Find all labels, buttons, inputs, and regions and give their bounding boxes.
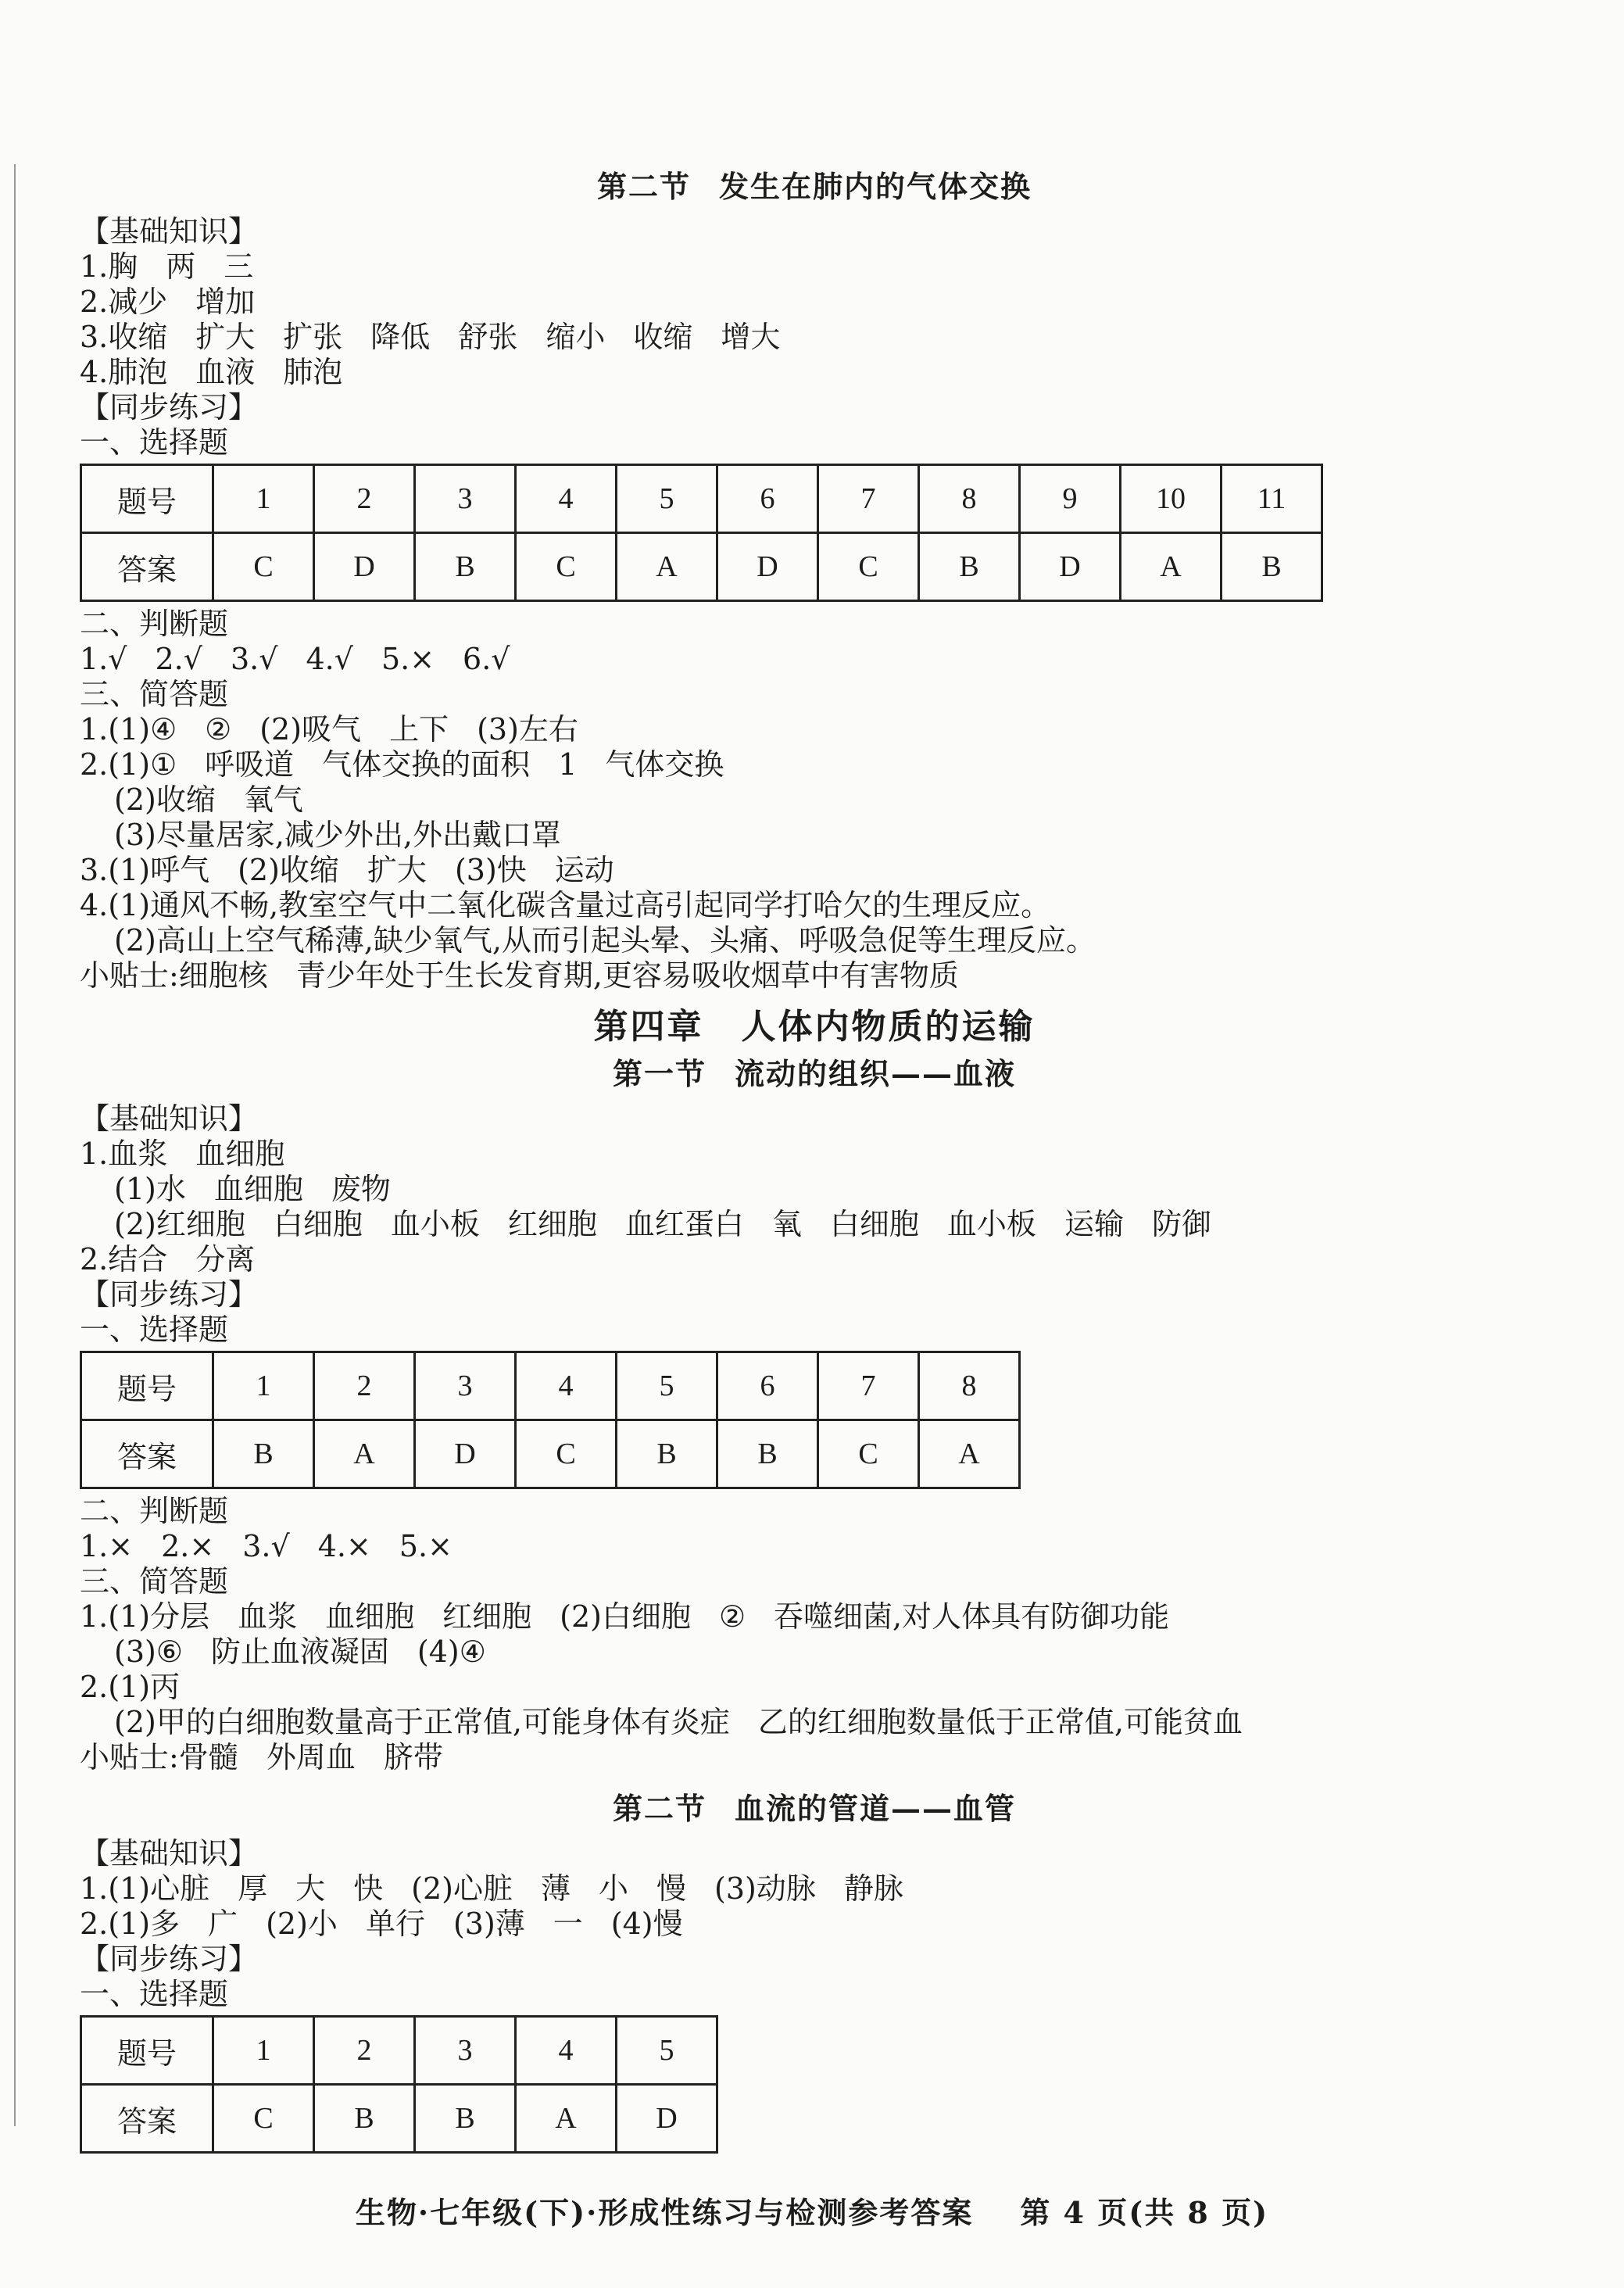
answer-item: 1.胸 [80, 249, 138, 284]
answer-cell: A [516, 2085, 617, 2153]
answer-line [80, 249, 1549, 285]
section-title: 第二节 血流的管道——血管 [612, 1791, 1017, 1826]
answer-item: 氧 [771, 1207, 802, 1241]
answer-item: (3)尽量居家,减少外出,外出戴口罩 [114, 818, 561, 852]
answer-item: (3)快 [454, 853, 527, 887]
footer-title: 生物·七年级(下)·形成性练习与检测参考答案 [355, 2195, 974, 2230]
answer-item: 扩大 [195, 320, 256, 354]
answer-item: 运动 [554, 853, 614, 887]
question-number: 1 [213, 465, 314, 533]
answer-item: 血小板 [946, 1207, 1036, 1241]
answer-cell: B [919, 533, 1020, 601]
answer-item: 降低 [370, 320, 431, 354]
question-number: 8 [919, 465, 1020, 533]
answer-line [80, 1670, 1549, 1705]
answer-item: 收缩 [633, 320, 693, 354]
answer-item: 分离 [195, 1242, 256, 1276]
answer-line [80, 1907, 1549, 1942]
judge-item: 6.√ [463, 642, 510, 676]
practice-label: 【同步练习】 [80, 1277, 259, 1312]
question-number-row [81, 2017, 717, 2085]
question-number: 4 [516, 2017, 617, 2085]
answer-item: 舒张 [458, 320, 518, 354]
answer-cell: C [516, 533, 617, 601]
judge-item: 5.× [399, 1529, 453, 1563]
question-number: 3 [415, 465, 516, 533]
answer-cell: C [516, 1420, 617, 1488]
answer-item: 静脉 [843, 1871, 903, 1906]
row-header: 题号 [81, 465, 213, 533]
answer-item: 2.减少 [80, 285, 168, 319]
row-header: 题号 [81, 1352, 213, 1420]
answer-cell: A [1121, 533, 1222, 601]
answer-line [80, 1635, 1549, 1670]
answer-item: 缩小 [546, 320, 606, 354]
answer-line [80, 1740, 1549, 1775]
question-number: 11 [1222, 465, 1322, 533]
answer-cell: D [717, 533, 818, 601]
question-number: 5 [617, 1352, 717, 1420]
answer-item: 单行 [365, 1907, 425, 1941]
answer-item: 青少年处于生长发育期,更容易吸收烟草中有害物质 [295, 958, 959, 993]
answer-item: (2)红细胞 [114, 1207, 245, 1241]
answer-item: 白细胞 [829, 1207, 919, 1241]
answer-item: (4)④ [417, 1635, 486, 1669]
answer-cell: B [314, 2085, 415, 2153]
answer-item: 血小板 [390, 1207, 480, 1241]
answer-line [80, 888, 1549, 923]
answer-item: 血浆 [238, 1599, 298, 1634]
answer-item: ② [205, 712, 232, 747]
answer-item: ② [718, 1599, 746, 1634]
basic-knowledge-label: 【基础知识】 [80, 1836, 259, 1871]
short-answers [80, 712, 1549, 994]
basic-knowledge [80, 1871, 1549, 1942]
answer-item: 脐带 [383, 1740, 443, 1774]
answer-line [80, 1207, 1549, 1242]
answer-cell: C [818, 533, 919, 601]
answer-line [80, 747, 1549, 782]
judge-item: 4.× [317, 1529, 371, 1563]
answer-cell: B [617, 1420, 717, 1488]
question-number: 7 [818, 1352, 919, 1420]
question-number: 1 [213, 2017, 314, 2085]
basic-knowledge [80, 1137, 1549, 1277]
answer-item: 大 [295, 1871, 326, 1906]
answer-item: 白细胞 [273, 1207, 363, 1241]
judge-item: 3.√ [230, 642, 278, 676]
answer-table [80, 1351, 1021, 1489]
answer-item: (2)甲的白细胞数量高于正常值,可能身体有炎症 [114, 1705, 730, 1739]
row-header: 题号 [81, 2017, 213, 2085]
answer-item: 呼吸道 [205, 747, 295, 782]
page-number: 第 4 页(共 8 页) [1020, 2195, 1269, 2230]
answer-item: 慢 [656, 1871, 687, 1906]
answer-cell: C [213, 533, 314, 601]
section-title: 第一节 流动的组织——血液 [612, 1056, 1017, 1091]
judge-answers [80, 1529, 1549, 1564]
answer-line [80, 712, 1549, 747]
answer-item: 1.(1)分层 [80, 1599, 210, 1634]
question-number: 3 [415, 1352, 516, 1420]
answer-table [80, 2015, 718, 2154]
answer-item: 肺泡 [283, 355, 343, 389]
answer-item: 3.收缩 [80, 320, 168, 354]
answer-cell: C [213, 2085, 314, 2153]
question-number: 4 [516, 1352, 617, 1420]
chapter-title: 第四章 人体内物质的运输 [593, 1007, 1036, 1047]
answer-item: 外周血 [266, 1740, 356, 1774]
section-title: 第二节 发生在肺内的气体交换 [596, 169, 1032, 204]
margin-rule [14, 164, 16, 2126]
answer-item: (2)白细胞 [560, 1599, 691, 1634]
answer-line [80, 818, 1549, 853]
answer-item: (3)左右 [477, 712, 578, 747]
answer-item: 血细胞 [195, 1137, 285, 1171]
judge-item: 1.√ [80, 642, 127, 676]
answer-item: 两 [166, 249, 196, 284]
judge-item: 2.× [161, 1529, 215, 1563]
practice-label: 【同步练习】 [80, 1942, 259, 1976]
judge-item: 5.× [381, 642, 435, 676]
page-footer [0, 2189, 1624, 2232]
answer-item: 3.(1)呼气 [80, 853, 210, 887]
answer-line [80, 355, 1549, 390]
basic-knowledge [80, 249, 1549, 390]
answer-item: 红细胞 [507, 1207, 597, 1241]
choice-label: 一、选择题 [80, 1312, 229, 1347]
answer-item: 小贴士:细胞核 [80, 958, 268, 993]
row-header: 答案 [81, 2085, 213, 2153]
answer-item: 红细胞 [442, 1599, 532, 1634]
answer-item: (2)小 [266, 1907, 338, 1941]
answer-item: 扩张 [283, 320, 343, 354]
question-number: 8 [919, 1352, 1020, 1420]
answer-line [80, 782, 1549, 818]
question-number-row [81, 465, 1322, 533]
question-number: 2 [314, 2017, 415, 2085]
answer-line [80, 1871, 1549, 1907]
judge-label: 二、判断题 [80, 607, 229, 641]
answer-item: 厚 [238, 1871, 268, 1906]
answer-item: (2)收缩 [114, 782, 216, 817]
answer-line [80, 1172, 1549, 1207]
answer-item: 血细胞 [213, 1172, 303, 1206]
question-number: 10 [1121, 465, 1222, 533]
answer-item: 小贴士:骨髓 [80, 1740, 238, 1774]
answer-item: 2.(1)① [80, 747, 177, 782]
judge-label: 二、判断题 [80, 1494, 229, 1528]
answer-item: 防御 [1151, 1207, 1211, 1241]
question-number-row [81, 1352, 1020, 1420]
answer-item: 增大 [721, 320, 781, 354]
answer-line [80, 1137, 1549, 1172]
answer-page [80, 156, 1549, 2158]
judge-answers [80, 642, 1549, 677]
answer-item: 氧气 [243, 782, 303, 817]
question-number: 2 [314, 1352, 415, 1420]
answer-table [80, 464, 1323, 602]
choice-label: 一、选择题 [80, 1977, 229, 2011]
basic-knowledge-label: 【基础知识】 [80, 1101, 259, 1136]
answer-item: (1)水 [114, 1172, 186, 1206]
answer-item: 薄 [540, 1871, 571, 1906]
answer-cell: D [415, 1420, 516, 1488]
answer-cell: A [314, 1420, 415, 1488]
answer-item: 废物 [331, 1172, 391, 1206]
answer-line [80, 1242, 1549, 1277]
answer-item: 防止血液凝固 [210, 1635, 389, 1669]
answer-item: 血细胞 [325, 1599, 415, 1634]
answer-line [80, 853, 1549, 888]
answer-item: 运输 [1064, 1207, 1124, 1241]
answer-item: (2)收缩 [238, 853, 339, 887]
practice-label: 【同步练习】 [80, 390, 259, 424]
answer-row [81, 533, 1322, 601]
answer-item: 2.结合 [80, 1242, 168, 1276]
answer-item: (2)心脏 [411, 1871, 513, 1906]
answer-row [81, 1420, 1020, 1488]
answer-item: (3)⑥ [114, 1635, 183, 1669]
answer-item: 1.(1)心脏 [80, 1871, 210, 1906]
answer-line [80, 958, 1549, 994]
judge-item: 4.√ [306, 642, 353, 676]
answer-cell: D [314, 533, 415, 601]
answer-item: 2.(1)丙 [80, 1670, 181, 1704]
answer-item: 气体交换的面积 [322, 747, 531, 782]
answer-cell: A [617, 533, 717, 601]
answer-item: 乙的红细胞数量低于正常值,可能贫血 [757, 1705, 1243, 1739]
basic-knowledge-label: 【基础知识】 [80, 214, 259, 249]
question-number: 4 [516, 465, 617, 533]
question-number: 2 [314, 465, 415, 533]
answer-line [80, 1599, 1549, 1635]
question-number: 5 [617, 465, 717, 533]
short-answer-label: 三、简答题 [80, 677, 229, 711]
answer-item: 扩大 [367, 853, 427, 887]
answer-row [81, 2085, 717, 2153]
row-header: 答案 [81, 533, 213, 601]
answer-item: 2.(1)多 [80, 1907, 181, 1941]
answer-item: 1.(1)④ [80, 712, 177, 747]
answer-item: 血红蛋白 [624, 1207, 744, 1241]
answer-item: 血液 [195, 355, 256, 389]
answer-line [80, 320, 1549, 355]
answer-cell: C [818, 1420, 919, 1488]
question-number: 9 [1020, 465, 1121, 533]
question-number: 3 [415, 2017, 516, 2085]
answer-cell: B [717, 1420, 818, 1488]
row-header: 答案 [81, 1420, 213, 1488]
short-answers [80, 1599, 1549, 1775]
judge-item: 3.√ [242, 1529, 290, 1563]
answer-cell: B [415, 533, 516, 601]
answer-line [80, 285, 1549, 320]
answer-item: 1 [558, 747, 578, 782]
answer-item: 小 [598, 1871, 628, 1906]
answer-cell: D [1020, 533, 1121, 601]
question-number: 1 [213, 1352, 314, 1420]
answer-cell: B [415, 2085, 516, 2153]
question-number: 6 [717, 465, 818, 533]
answer-item: 吞噬细菌,对人体具有防御功能 [774, 1599, 1170, 1634]
answer-cell: B [213, 1420, 314, 1488]
answer-line [80, 923, 1549, 958]
answer-item: (3)动脉 [714, 1871, 816, 1906]
answer-cell: D [617, 2085, 717, 2153]
answer-item: (2)吸气 [259, 712, 362, 747]
answer-line [80, 1705, 1549, 1740]
answer-cell: B [1222, 533, 1322, 601]
answer-item: 三 [224, 249, 254, 284]
answer-item: 气体交换 [605, 747, 724, 782]
judge-item: 1.× [80, 1529, 134, 1563]
question-number: 7 [818, 465, 919, 533]
short-answer-label: 三、简答题 [80, 1564, 229, 1599]
answer-item: 广 [208, 1907, 238, 1941]
question-number: 5 [617, 2017, 717, 2085]
choice-label: 一、选择题 [80, 425, 229, 460]
answer-item: 4.肺泡 [80, 355, 168, 389]
answer-cell: A [919, 1420, 1020, 1488]
answer-item: 4.(1)通风不畅,教室空气中二氧化碳含量过高引起同学打哈欠的生理反应。 [80, 888, 1051, 922]
answer-item: 增加 [195, 285, 256, 319]
answer-item: 快 [353, 1871, 384, 1906]
answer-item: 上下 [389, 712, 449, 747]
answer-item: 一 [553, 1907, 583, 1941]
question-number: 6 [717, 1352, 818, 1420]
answer-item: (3)薄 [453, 1907, 525, 1941]
answer-item: 1.血浆 [80, 1137, 168, 1171]
answer-item: (2)高山上空气稀薄,缺少氧气,从而引起头晕、头痛、呼吸急促等生理反应。 [114, 923, 1096, 958]
judge-item: 2.√ [155, 642, 202, 676]
answer-item: (4)慢 [610, 1907, 683, 1941]
